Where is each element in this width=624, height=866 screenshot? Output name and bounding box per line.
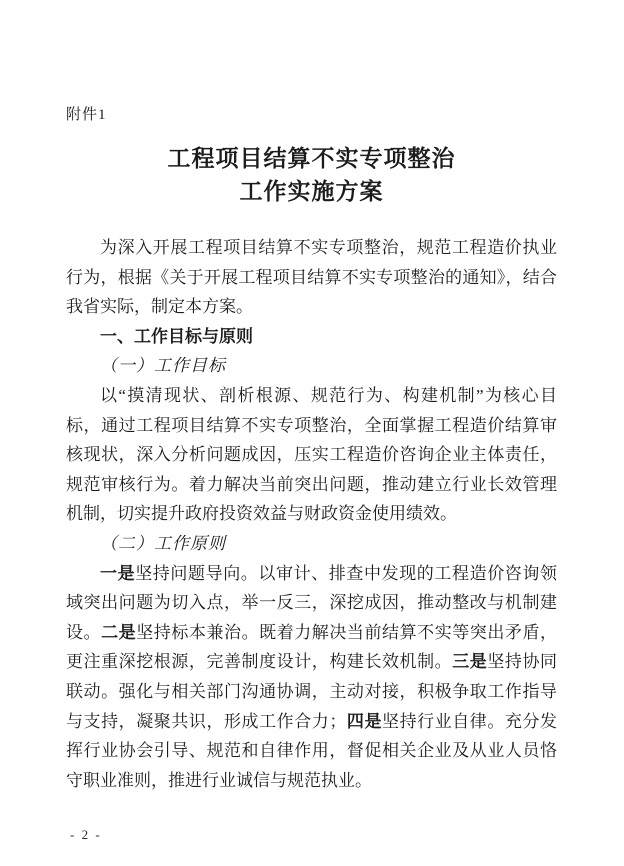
page-number: - 2 - (70, 827, 102, 842)
text-run: 坚持行业自律。充分发挥行业协会引导、规范和自律作用，督促相关企业及从业人员恪守职业准则，推进行业诚信与规范执业。 (66, 711, 558, 790)
title-line-1: 工程项目结算不实专项整治 (167, 145, 456, 171)
document-title (66, 142, 557, 208)
text-run: （二）工作原则 (100, 533, 226, 553)
emphasis-run: 一是 (100, 563, 136, 583)
text-run: 为深入开展工程项目结算不实专项整治，规范工程造价执业行为，根据《关于开展工程项目结算不实专项整治的通知》，结合我省实际，制定本方案。 (66, 238, 557, 317)
emphasis-run: 四是 (346, 711, 383, 731)
paragraph-2-heading1 (66, 322, 557, 352)
emphasis-run: 三是 (452, 652, 488, 672)
text-run: 以“摸清现状、剖析根源、规范行为、构建机制”为核心目标，通过工程项目结算不实专项整治，全面掌握工程造价结算审核现状，深入分析问题成因，压实工程造价咨询企业主体责任，规范审核行为。着力解决当前突出问题，推动建立行业长效管理机制，切实提升政府投资效益与财政资金使用绩效。 (66, 385, 557, 524)
title-line-2: 工作实施方案 (239, 178, 384, 204)
paragraph-5-heading2 (66, 529, 557, 559)
text-run: 坚持问题导向。以审计、排查中发现的工程造价咨询领域突出问题为切入点，举一反三，深挖成因，推动整改与机制建设。 (66, 563, 558, 642)
document-content (66, 0, 557, 795)
emphasis-run: 二是 (101, 622, 137, 642)
emphasis-run: 一、工作目标与原则 (100, 326, 253, 346)
text-run: 坚持标本兼治。既着力解决当前结算不实等突出矛盾，更注重深挖根源，完善制度设计，构建长效机制。 (66, 622, 558, 672)
paragraph-3-heading2 (66, 351, 557, 381)
text-run: 坚持协同联动。强化与相关部门沟通协调，主动对接，积极争取工作指导与支持，凝聚共识，形成工作合力； (66, 652, 558, 731)
paragraph-4-body (66, 381, 557, 529)
paragraph-1-body (66, 233, 557, 322)
attachment-label: 附件1 (66, 107, 107, 123)
paragraph-6-body (66, 559, 557, 796)
document-body (66, 233, 557, 795)
text-run: （一）工作目标 (100, 356, 226, 376)
